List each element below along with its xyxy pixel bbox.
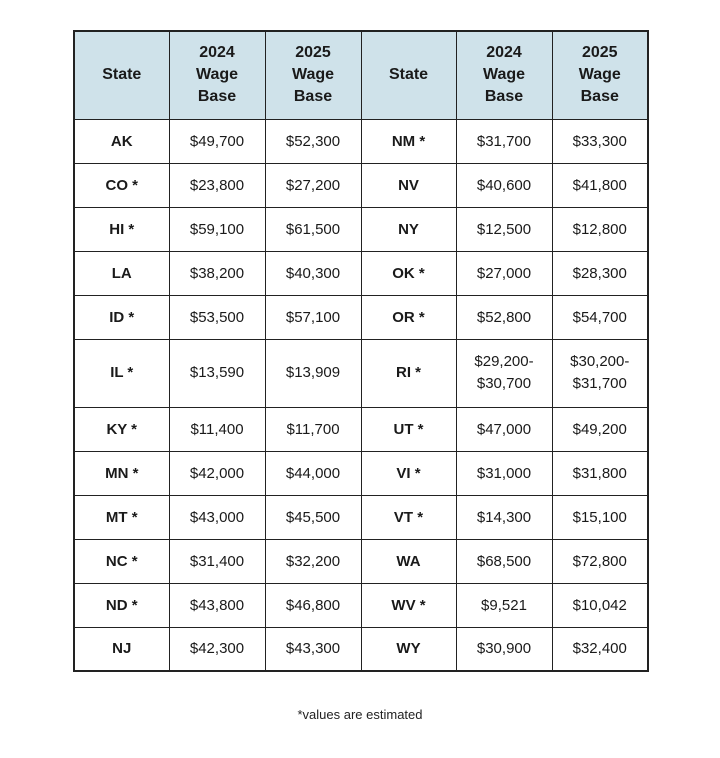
wage-2024-left-cell: $13,590 [169,339,265,407]
header-2024-wage-base-left: 2024 Wage Base [169,31,265,119]
table-row [74,251,648,295]
wage-2024-left-cell: $38,200 [169,251,265,295]
wage-2024-left-cell: $42,300 [169,627,265,671]
table-body [74,119,648,671]
wage-2025-right-cell: $31,800 [552,451,648,495]
wage-2025-right-cell: $30,200- $31,700 [552,339,648,407]
header-2025-wage-base-right: 2025 Wage Base [552,31,648,119]
wage-2024-left-cell: $43,000 [169,495,265,539]
state-left-cell: HI * [74,207,169,251]
state-right-cell: WA [361,539,456,583]
wage-2024-right-cell: $27,000 [456,251,552,295]
table-row [74,119,648,163]
wage-2024-right-cell: $47,000 [456,407,552,451]
header-2025-wage-base-left: 2025 Wage Base [265,31,361,119]
wage-2024-right-cell: $29,200- $30,700 [456,339,552,407]
table-row [74,339,648,407]
state-left-cell: NC * [74,539,169,583]
wage-2024-right-cell: $12,500 [456,207,552,251]
table-row [74,627,648,671]
wage-2025-right-cell: $41,800 [552,163,648,207]
state-right-cell: RI * [361,339,456,407]
wage-2024-left-cell: $31,400 [169,539,265,583]
table-row [74,207,648,251]
wage-2024-right-cell: $14,300 [456,495,552,539]
wage-2025-left-cell: $44,000 [265,451,361,495]
wage-2024-right-cell: $68,500 [456,539,552,583]
state-left-cell: ND * [74,583,169,627]
table-row [74,163,648,207]
wage-2024-right-cell: $31,700 [456,119,552,163]
state-right-cell: NM * [361,119,456,163]
wage-2025-left-cell: $46,800 [265,583,361,627]
table-row [74,539,648,583]
wage-2025-right-cell: $49,200 [552,407,648,451]
wage-2024-right-cell: $40,600 [456,163,552,207]
wage-2024-right-cell: $30,900 [456,627,552,671]
state-right-cell: NY [361,207,456,251]
table-row [74,583,648,627]
wage-2025-right-cell: $33,300 [552,119,648,163]
wage-2025-right-cell: $15,100 [552,495,648,539]
wage-2025-left-cell: $52,300 [265,119,361,163]
wage-2024-left-cell: $53,500 [169,295,265,339]
table-row [74,407,648,451]
table-row [74,495,648,539]
wage-2024-left-cell: $49,700 [169,119,265,163]
wage-2025-left-cell: $61,500 [265,207,361,251]
wage-2025-right-cell: $72,800 [552,539,648,583]
table-row [74,295,648,339]
wage-2025-right-cell: $32,400 [552,627,648,671]
header-state-left: State [74,31,169,119]
state-right-cell: OR * [361,295,456,339]
wage-2025-right-cell: $28,300 [552,251,648,295]
table-row [74,451,648,495]
wage-base-table [73,30,649,672]
wage-2024-left-cell: $43,800 [169,583,265,627]
wage-2024-left-cell: $42,000 [169,451,265,495]
state-left-cell: IL * [74,339,169,407]
state-right-cell: UT * [361,407,456,451]
wage-2024-left-cell: $59,100 [169,207,265,251]
state-left-cell: MN * [74,451,169,495]
state-left-cell: CO * [74,163,169,207]
state-right-cell: VI * [361,451,456,495]
wage-2025-left-cell: $27,200 [265,163,361,207]
header-state-right: State [361,31,456,119]
footnote: *values are estimated [297,707,423,722]
state-left-cell: NJ [74,627,169,671]
wage-2025-right-cell: $10,042 [552,583,648,627]
wage-2025-left-cell: $43,300 [265,627,361,671]
state-right-cell: OK * [361,251,456,295]
wage-2025-left-cell: $45,500 [265,495,361,539]
state-right-cell: VT * [361,495,456,539]
state-right-cell: WY [361,627,456,671]
wage-2025-right-cell: $54,700 [552,295,648,339]
wage-2024-right-cell: $52,800 [456,295,552,339]
header-row [74,31,648,119]
wage-2025-left-cell: $32,200 [265,539,361,583]
wage-2024-left-cell: $23,800 [169,163,265,207]
state-left-cell: KY * [74,407,169,451]
state-left-cell: LA [74,251,169,295]
state-right-cell: WV * [361,583,456,627]
wage-2025-left-cell: $40,300 [265,251,361,295]
state-left-cell: MT * [74,495,169,539]
wage-2025-left-cell: $13,909 [265,339,361,407]
state-right-cell: NV [361,163,456,207]
wage-2025-left-cell: $57,100 [265,295,361,339]
header-2024-wage-base-right: 2024 Wage Base [456,31,552,119]
wage-2024-right-cell: $9,521 [456,583,552,627]
wage-2025-right-cell: $12,800 [552,207,648,251]
wage-2024-right-cell: $31,000 [456,451,552,495]
state-left-cell: AK [74,119,169,163]
state-left-cell: ID * [74,295,169,339]
wage-2024-left-cell: $11,400 [169,407,265,451]
wage-2025-left-cell: $11,700 [265,407,361,451]
